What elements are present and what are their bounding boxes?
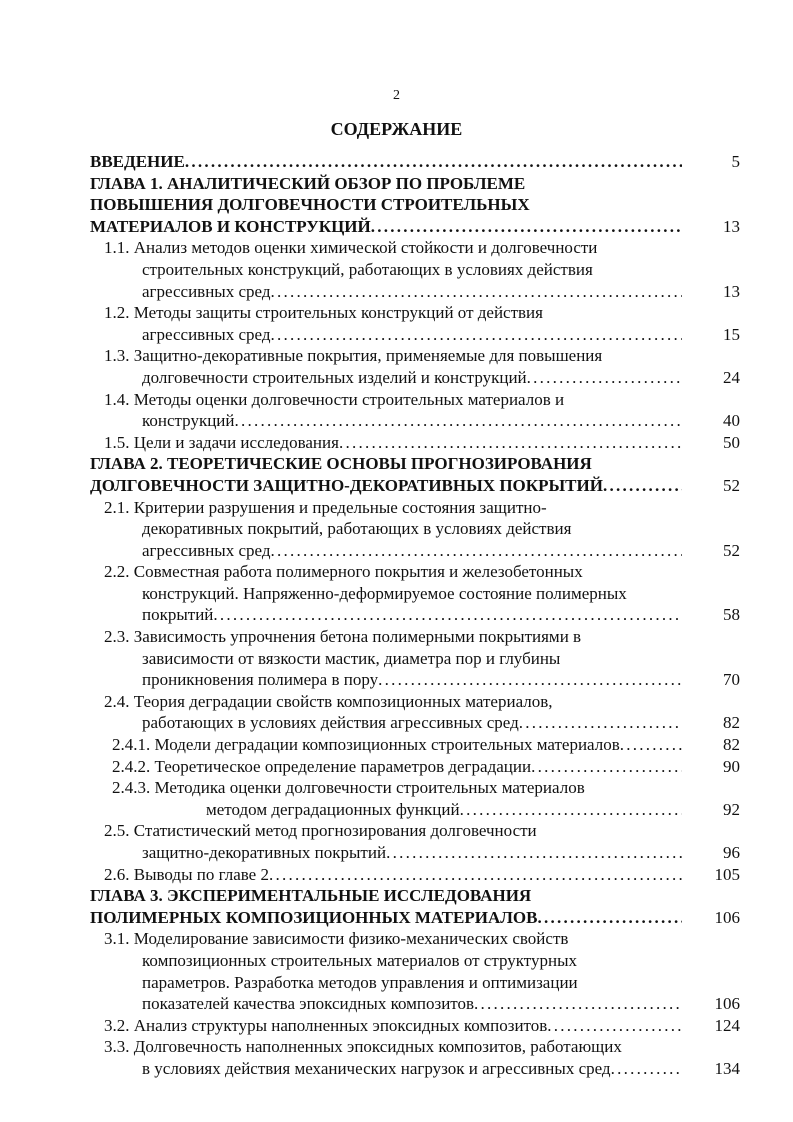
dot-leader bbox=[371, 216, 682, 238]
toc-entry-text: ГЛАВА 3. ЭКСПЕРИМЕНТАЛЬНЫЕ ИССЛЕДОВАНИЯ bbox=[90, 886, 532, 906]
toc-entry-text: 1.1. Анализ методов оценки химической стойкости и долговечности bbox=[104, 238, 598, 258]
toc-page-number: 82 bbox=[723, 713, 740, 733]
toc-entry-text: ГЛАВА 1. АНАЛИТИЧЕСКИЙ ОБЗОР ПО ПРОБЛЕМЕ bbox=[90, 173, 526, 193]
toc-entry-text: 2.4.2. Теоретическое определение параметров деградации bbox=[112, 756, 532, 776]
dot-leader bbox=[531, 756, 682, 778]
toc-page-number: 134 bbox=[714, 1058, 740, 1078]
toc-entry-text: декоративных покрытий, работающих в условиях действия bbox=[142, 519, 572, 539]
toc-entry-text: агрессивных сред bbox=[142, 324, 271, 344]
toc-entry-text: покрытий bbox=[142, 605, 214, 625]
dot-leader bbox=[547, 1015, 682, 1037]
toc-page-number: 106 bbox=[714, 907, 740, 927]
dot-leader bbox=[271, 324, 683, 346]
dot-leader bbox=[611, 1058, 682, 1080]
toc-chapter-entry bbox=[90, 885, 740, 928]
toc-entry-text: 3.1. Моделирование зависимости физико-механических свойств bbox=[104, 929, 569, 949]
toc-entry-text: методом деградационных функций bbox=[206, 799, 460, 819]
toc-page-number: 106 bbox=[714, 994, 740, 1014]
dot-leader bbox=[474, 993, 682, 1015]
toc-page-number: 70 bbox=[723, 670, 740, 690]
toc-entry-text: конструкций bbox=[142, 411, 235, 431]
dot-leader bbox=[213, 604, 682, 626]
dot-leader bbox=[620, 734, 682, 756]
toc-section-entry bbox=[90, 302, 740, 345]
dot-leader bbox=[269, 864, 682, 886]
toc-entry-text: ВВЕДЕНИЕ bbox=[90, 152, 185, 171]
toc-page-number: 40 bbox=[723, 411, 740, 431]
toc-page-number: 124 bbox=[714, 1015, 740, 1035]
toc-section-entry bbox=[90, 561, 740, 626]
toc-section-entry bbox=[90, 691, 740, 734]
toc-entry-text: в условиях действия механических нагрузок и агрессивных сред bbox=[142, 1058, 611, 1078]
toc-section-entry bbox=[90, 345, 740, 388]
toc-page-number: 24 bbox=[723, 367, 740, 387]
toc-entry-text: 1.5. Цели и задачи исследования bbox=[104, 432, 339, 452]
dot-leader bbox=[271, 540, 683, 562]
toc-page-number: 13 bbox=[723, 281, 740, 301]
toc-page-number: 92 bbox=[723, 799, 740, 819]
page-title: СОДЕРЖАНИЕ bbox=[330, 119, 463, 139]
toc-entry-text: 3.3. Долговечность наполненных эпоксидных композитов, работающих bbox=[104, 1037, 622, 1057]
toc-section-entry bbox=[90, 432, 740, 454]
toc-entry-text: 2.4. Теория деградации свойств композиционных материалов, bbox=[104, 691, 553, 711]
dot-leader bbox=[235, 410, 682, 432]
toc-section-entry bbox=[90, 389, 740, 432]
toc-entry-text: 2.4.1. Модели деградации композиционных строительных материалов bbox=[112, 735, 620, 755]
toc-entry-text: ПОВЫШЕНИЯ ДОЛГОВЕЧНОСТИ СТРОИТЕЛЬНЫХ bbox=[90, 195, 530, 215]
toc-entry-text: 1.4. Методы оценки долговечности строительных материалов и bbox=[104, 389, 565, 409]
toc-chapter-entry bbox=[90, 453, 740, 496]
toc-section-entry bbox=[90, 777, 740, 820]
toc-section-entry bbox=[90, 237, 740, 302]
toc-entry-text: строительных конструкций, работающих в условиях действия bbox=[142, 259, 593, 279]
toc-entry-text: конструкций. Напряженно-деформируемое состояние полимерных bbox=[142, 583, 627, 603]
toc-page-number: 90 bbox=[723, 756, 740, 776]
dot-leader bbox=[378, 669, 682, 691]
toc-page-number: 52 bbox=[723, 540, 740, 560]
dot-leader bbox=[339, 432, 682, 454]
toc-entry-text: проникновения полимера в пору bbox=[142, 670, 379, 690]
toc-entry-text: 2.6. Выводы по главе 2 bbox=[104, 864, 269, 884]
dot-leader bbox=[185, 151, 682, 173]
toc-entry-text: показателей качества эпоксидных композитов bbox=[142, 994, 475, 1014]
toc-chapter-entry bbox=[90, 151, 740, 173]
toc-entry-text: защитно-декоративных покрытий bbox=[142, 843, 387, 862]
toc-entry-text: 1.2. Методы защиты строительных конструкций от действия bbox=[104, 303, 543, 323]
toc-entry-text: работающих в условиях действия агрессивных сред bbox=[142, 713, 519, 733]
toc-entry-text: ДОЛГОВЕЧНОСТИ ЗАЩИТНО-ДЕКОРАТИВНЫХ ПОКРЫТИЙ bbox=[90, 475, 603, 495]
toc-entry-text: агрессивных сред bbox=[142, 540, 271, 560]
toc-chapter-entry bbox=[90, 173, 740, 238]
toc-section-entry bbox=[90, 626, 740, 691]
page-number: 2 bbox=[393, 88, 400, 103]
dot-leader bbox=[271, 281, 683, 303]
toc-entry-text: 2.2. Совместная работа полимерного покрытия и железобетонных bbox=[104, 562, 583, 582]
toc-entry-text: долговечности строительных изделий и конструкций bbox=[142, 367, 527, 387]
toc-section-entry bbox=[90, 497, 740, 562]
toc-page-number: 52 bbox=[723, 475, 740, 495]
dot-leader bbox=[537, 907, 682, 929]
toc-section-entry bbox=[90, 756, 740, 778]
dot-leader bbox=[386, 842, 682, 864]
toc-entry-text: агрессивных сред bbox=[142, 281, 271, 301]
toc-entry-text: 2.5. Статистический метод прогнозирования долговечности bbox=[104, 821, 537, 841]
toc-section-entry bbox=[90, 1036, 740, 1079]
toc-section-entry bbox=[90, 820, 740, 863]
toc-page-number: 15 bbox=[723, 324, 740, 344]
dot-leader bbox=[527, 367, 682, 389]
toc-entry-text: 2.3. Зависимость упрочнения бетона полимерными покрытиями в bbox=[104, 627, 582, 647]
toc-entry-text: МАТЕРИАЛОВ И КОНСТРУКЦИЙ bbox=[90, 216, 371, 236]
toc-section-entry bbox=[90, 864, 740, 886]
toc-page-number: 96 bbox=[723, 843, 740, 862]
toc-page-number: 13 bbox=[723, 216, 740, 236]
toc-entry-text: 2.4.3. Методика оценки долговечности строительных материалов bbox=[112, 778, 585, 798]
dot-leader bbox=[460, 799, 682, 821]
table-of-contents bbox=[90, 151, 740, 1080]
dot-leader bbox=[519, 712, 682, 734]
toc-section-entry bbox=[90, 928, 740, 1014]
toc-page-number: 82 bbox=[723, 735, 740, 755]
toc-entry-text: ПОЛИМЕРНЫХ КОМПОЗИЦИОННЫХ МАТЕРИАЛОВ bbox=[90, 907, 538, 927]
toc-page-number: 50 bbox=[723, 432, 740, 452]
toc-page-number: 105 bbox=[714, 864, 740, 884]
toc-page-number: 5 bbox=[731, 152, 740, 171]
toc-entry-text: 2.1. Критерии разрушения и предельные состояния защитно- bbox=[104, 497, 547, 517]
toc-page-number: 58 bbox=[723, 605, 740, 625]
toc-entry-text: композиционных строительных материалов от структурных bbox=[142, 950, 578, 970]
toc-entry-text: зависимости от вязкости мастик, диаметра пор и глубины bbox=[142, 648, 561, 668]
toc-entry-text: 1.3. Защитно-декоративные покрытия, применяемые для повышения bbox=[104, 346, 603, 366]
toc-entry-text: 3.2. Анализ структуры наполненных эпоксидных композитов bbox=[104, 1015, 548, 1035]
toc-entry-text: ГЛАВА 2. ТЕОРЕТИЧЕСКИЕ ОСНОВЫ ПРОГНОЗИРОВАНИЯ bbox=[90, 454, 592, 474]
toc-section-entry bbox=[90, 734, 740, 756]
toc-entry-text: параметров. Разработка методов управления и оптимизации bbox=[142, 972, 578, 992]
dot-leader bbox=[603, 475, 682, 497]
toc-section-entry bbox=[90, 1015, 740, 1037]
